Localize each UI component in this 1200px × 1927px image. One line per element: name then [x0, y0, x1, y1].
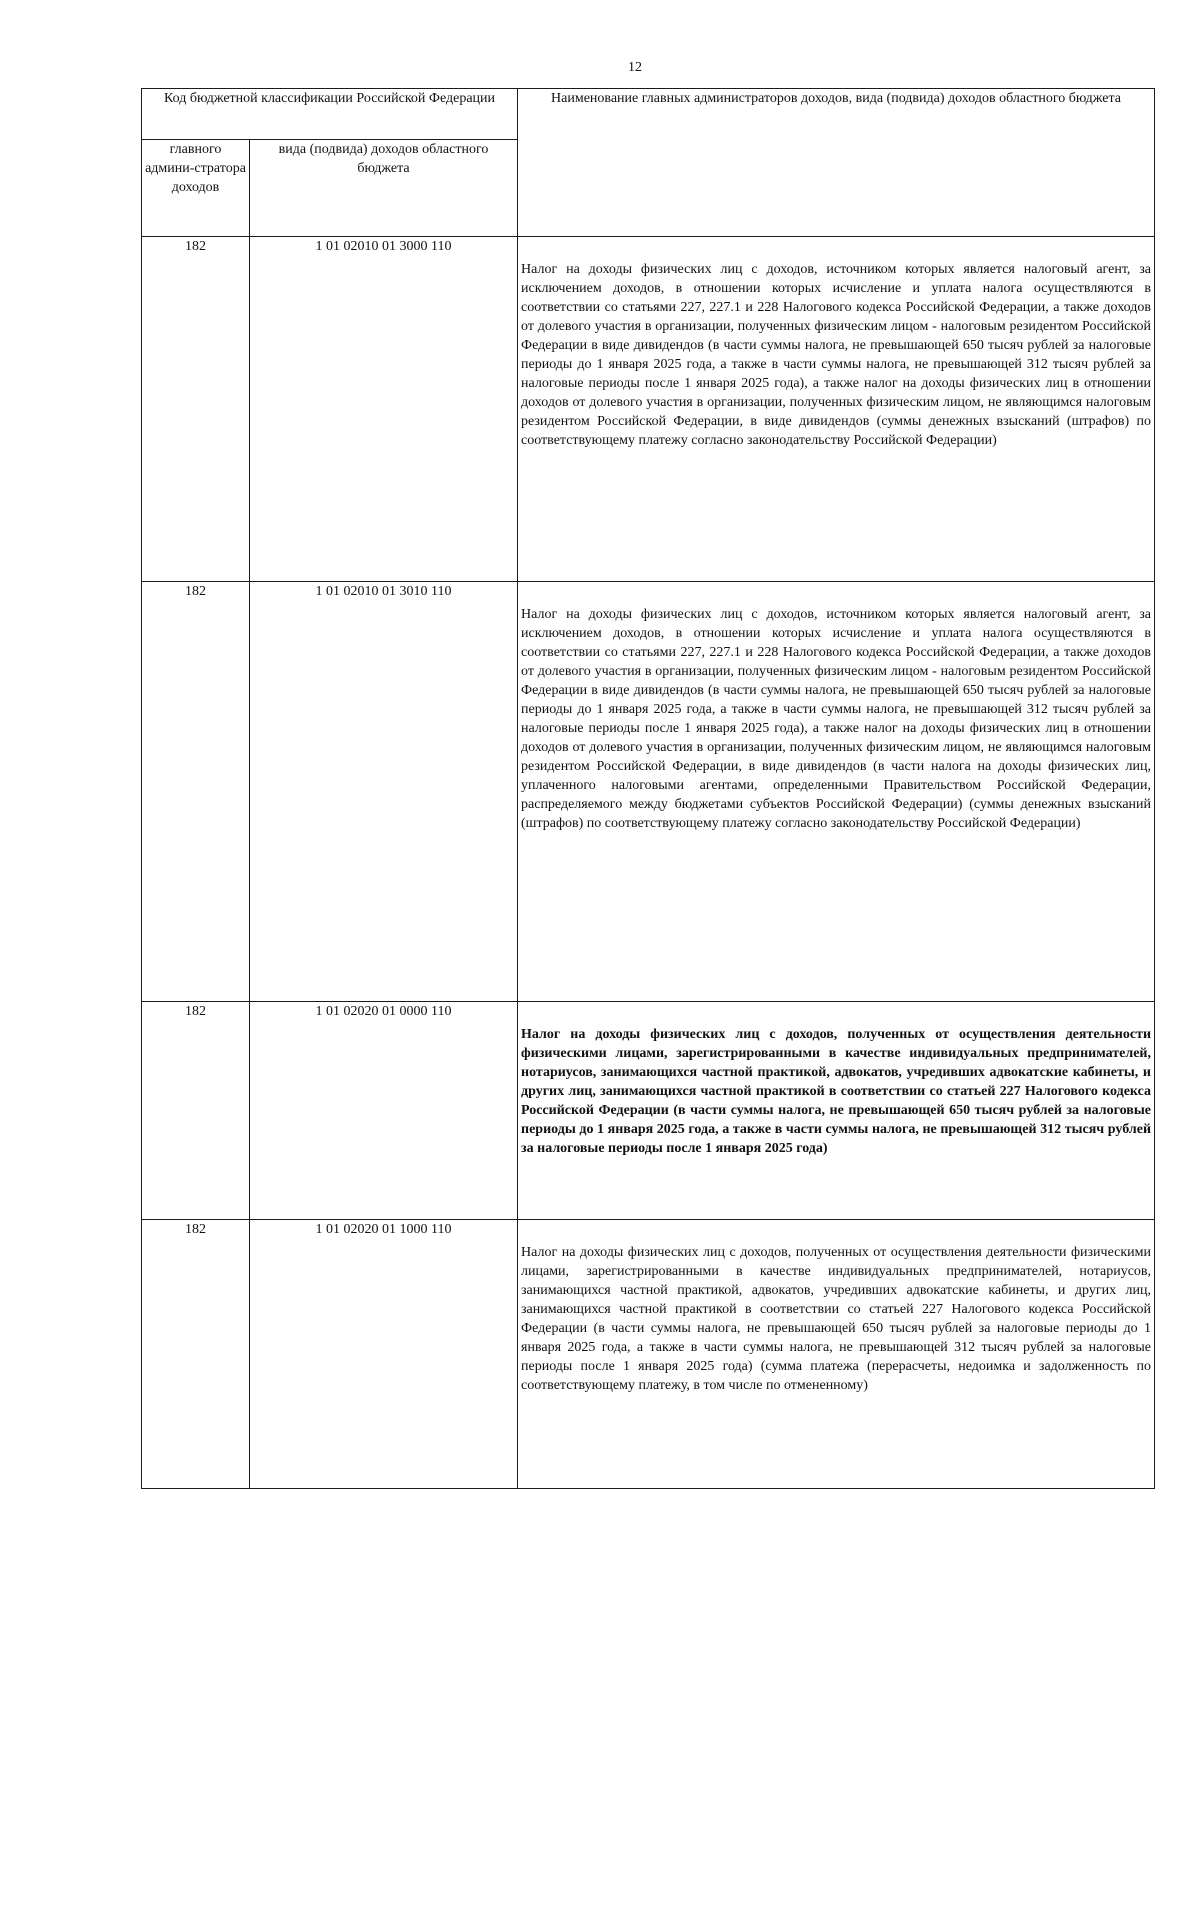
- description-cell: [518, 582, 1155, 1002]
- description-cell: [518, 1220, 1155, 1489]
- admin-code-cell: 182: [142, 237, 250, 582]
- description-cell: [518, 237, 1155, 582]
- description-text: Налог на доходы физических лиц с доходов, источником которых является налоговый агент, за исключением доходов, в отношении которых исчисление и уплата налога осуществляются в соответствии со статьями 227, 227.1 и 228 Налогового кодекса Российской Федерации, а также доходов от долевого участия в организации, полученных физическим лицом - налоговым резидентом Российской Федерации в виде дивидендов (в части суммы налога, не превышающей 650 тысяч рублей за налоговые периоды до 1 января 2025 года, а также в части суммы налога, не превышающей 312 тысяч рублей за налоговые периоды после 1 января 2025 года), а также налог на доходы физических лиц в отношении доходов от долевого участия в организации, полученных физическим лицом, не являющимся налоговым резидентом Российской Федерации, в виде дивидендов (в части налога на доходы физических лиц, уплаченного налоговыми агентами, определенными Правительством Российской Федерации, распределяемого между бюджетами субъектов Российской Федерации) (суммы денежных взысканий (штрафов) по соответствующему платежу согласно законодательству Российской Федерации): [521, 607, 1152, 831]
- admin-code-cell: 182: [142, 1220, 250, 1489]
- header-main-administrator: главного админи-стратора доходов: [142, 140, 250, 237]
- description-text: Налог на доходы физических лиц с доходов, полученных от осуществления деятельности физическими лицами, зарегистрированными в качестве индивидуальных предпринимателей, нотариусов, занимающихся частной практикой, адвокатов, учредивших адвокатские кабинеты, и других лиц, занимающихся частной практикой в соответствии со статьей 227 Налогового кодекса Российской Федерации (в части суммы налога, не превышающей 650 тысяч рублей за налоговые периоды до 1 января 2025 года, а также в части суммы налога, не превышающей 312 тысяч рублей за налоговые периоды после 1 января 2025 года) (сумма платежа (перерасчеты, недоимка и задолженность по соответствующему платежу, в том числе по отмененному): [521, 1245, 1152, 1393]
- budget-classification-table: [141, 88, 1155, 1489]
- table-row: [142, 1220, 1155, 1489]
- table-row: [142, 1002, 1155, 1220]
- description-text: Налог на доходы физических лиц с доходов, источником которых является налоговый агент, за исключением доходов, в отношении которых исчисление и уплата налога осуществляются в соответствии со статьями 227, 227.1 и 228 Налогового кодекса Российской Федерации, а также доходов от долевого участия в организации, полученных физическим лицом - налоговым резидентом Российской Федерации в виде дивидендов (в части суммы налога, не превышающей 650 тысяч рублей за налоговые периоды до 1 января 2025 года, а также в части суммы налога, не превышающей 312 тысяч рублей за налоговые периоды после 1 января 2025 года), а также налог на доходы физических лиц в отношении доходов от долевого участия в организации, полученных физическим лицом, не являющимся налоговым резидентом Российской Федерации, в виде дивидендов (суммы денежных взысканий (штрафов) по соответствующему платежу согласно законодательству Российской Федерации): [521, 262, 1152, 448]
- description-text: Налог на доходы физических лиц с доходов, полученных от осуществления деятельности физическими лицами, зарегистрированными в качестве индивидуальных предпринимателей, нотариусов, занимающихся частной практикой, адвокатов, учредивших адвокатские кабинеты, и других лиц, занимающихся частной практикой в соответствии со статьей 227 Налогового кодекса Российской Федерации (в части суммы налога, не превышающей 650 тысяч рублей за налоговые периоды до 1 января 2025 года, а также в части суммы налога, не превышающей 312 тысяч рублей за налоговые периоды после 1 января 2025 года): [521, 1027, 1152, 1156]
- page-number: 12: [628, 60, 642, 75]
- description-cell: [518, 1002, 1155, 1220]
- table-row: [142, 237, 1155, 582]
- income-code-cell: 1 01 02010 01 3010 110: [250, 582, 518, 1002]
- income-code-cell: 1 01 02020 01 1000 110: [250, 1220, 518, 1489]
- admin-code-cell: 182: [142, 582, 250, 1002]
- admin-code-cell: 182: [142, 1002, 250, 1220]
- header-income-type: вида (подвида) доходов областного бюджета: [250, 140, 518, 237]
- header-administrators-name: Наименование главных администраторов доходов, вида (подвида) доходов областного бюджета: [518, 89, 1155, 237]
- income-code-cell: 1 01 02010 01 3000 110: [250, 237, 518, 582]
- income-code-cell: 1 01 02020 01 0000 110: [250, 1002, 518, 1220]
- header-classification-code: Код бюджетной классификации Российской Федерации: [142, 89, 518, 140]
- table-row: [142, 582, 1155, 1002]
